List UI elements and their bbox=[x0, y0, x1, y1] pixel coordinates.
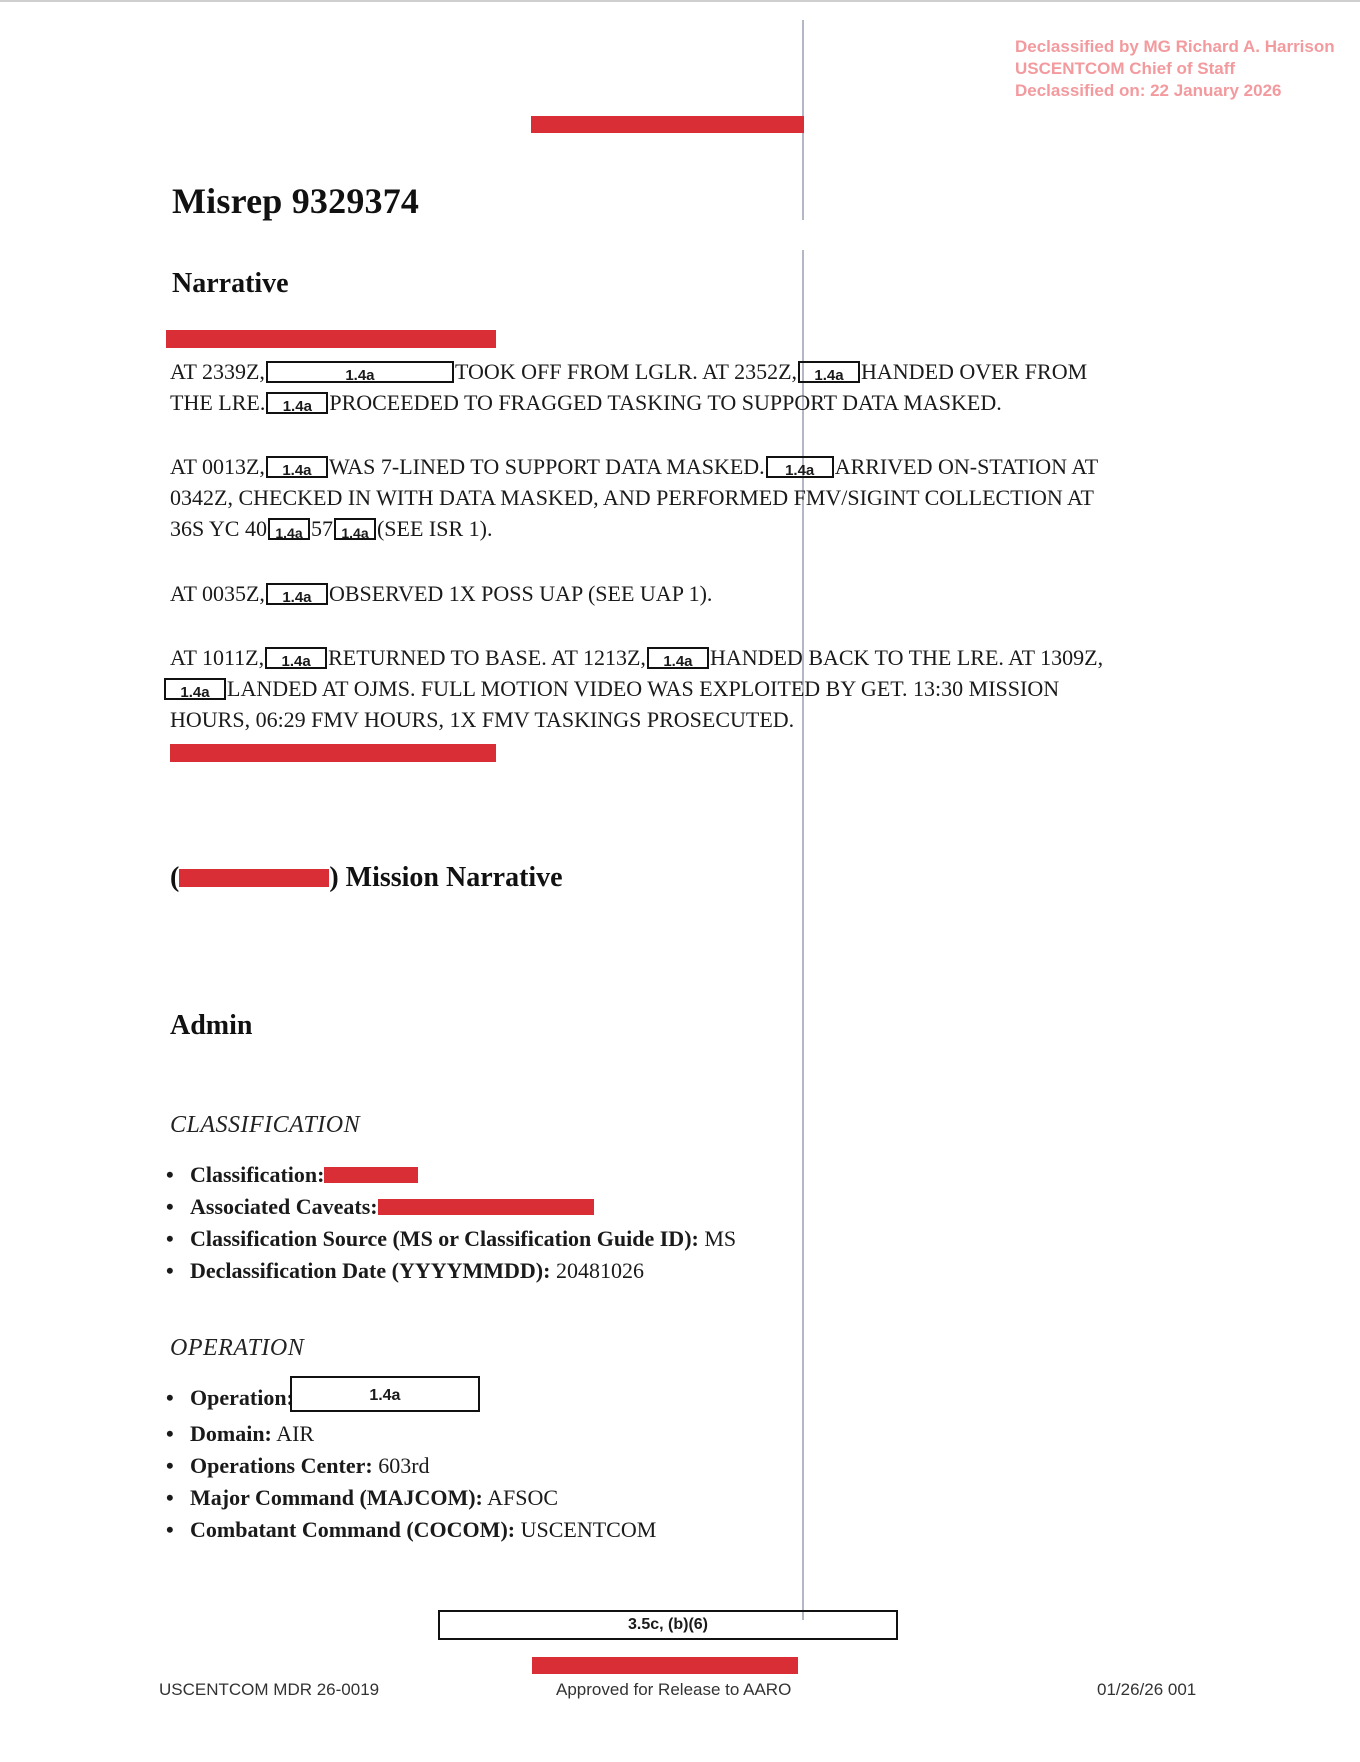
narrative-end-redaction bbox=[170, 744, 496, 762]
list-item: • Declassification Date (YYYYMMDD): 20481026 bbox=[166, 1258, 644, 1283]
header-redaction-bar bbox=[531, 116, 804, 133]
redaction-box: 1.4a bbox=[266, 583, 328, 605]
declass-line-3: Declassified on: 22 January 2026 bbox=[1015, 81, 1282, 100]
list-item: • Associated Caveats: bbox=[166, 1191, 736, 1223]
admin-heading: Admin bbox=[170, 1010, 253, 1041]
top-border bbox=[0, 0, 1360, 2]
classification-redaction bbox=[324, 1167, 418, 1183]
list-item: • Classification Source (MS or Classification Guide ID): MS bbox=[166, 1226, 737, 1251]
narrative-classification-redaction bbox=[166, 330, 496, 348]
footer-center: Approved for Release to AARO bbox=[556, 1680, 792, 1699]
list-item: • Operation: 1.4a bbox=[166, 1382, 656, 1418]
narrative-paragraph-4: AT 1011Z, 1.4a RETURNED TO BASE. AT 1213Z, 1.4a HANDED BACK TO THE LRE. AT 1309Z, 1.4a LANDED AT OJMS. FULL MOTION VIDEO WAS EXPLOITED BY GET. 13:30 MISSION HOURS, 06:29 FMV HOURS, 1X FMV TASKINGS PROSECUTED. bbox=[170, 642, 1200, 735]
redaction-box: 1.4a bbox=[334, 518, 376, 540]
redaction-box: 1.4a bbox=[265, 647, 327, 669]
operation-subheading: OPERATION bbox=[170, 1335, 305, 1361]
redaction-box: 1.4a bbox=[268, 518, 310, 540]
list-item: • Major Command (MAJCOM): AFSOC bbox=[166, 1485, 559, 1510]
footer-redaction-box: 3.5c, (b)(6) bbox=[438, 1610, 898, 1640]
page-title: Misrep 9329374 bbox=[172, 181, 420, 221]
mission-narrative-heading: ( ) Mission Narrative bbox=[170, 862, 563, 893]
list-item: • Domain: AIR bbox=[166, 1421, 315, 1446]
operation-list bbox=[166, 1382, 656, 1546]
list-item: • Classification: bbox=[166, 1159, 736, 1191]
list-item: • Operations Center: 603rd bbox=[166, 1453, 430, 1478]
caveats-redaction bbox=[378, 1199, 594, 1215]
narrative-heading: Narrative bbox=[172, 268, 289, 299]
classification-list bbox=[166, 1159, 736, 1287]
list-item: • Combatant Command (COCOM): USCENTCOM bbox=[166, 1517, 657, 1542]
redaction-box: 1.4a bbox=[647, 647, 709, 669]
narrative-paragraph-3: AT 0035Z, 1.4a OBSERVED 1X POSS UAP (SEE UAP 1). bbox=[170, 581, 713, 606]
redaction-box: 1.4a bbox=[266, 361, 454, 383]
narrative-paragraph-2: AT 0013Z, 1.4a WAS 7-LINED TO SUPPORT DATA MASKED. 1.4a ARRIVED ON-STATION AT 0342Z, CHECKED IN WITH DATA MASKED, AND PERFORMED FMV/SIGINT COLLECTION AT 36S YC 40 1.4a 57 1.4a (SEE ISR 1). bbox=[170, 454, 1099, 541]
footer-left: USCENTCOM MDR 26-0019 bbox=[159, 1680, 380, 1699]
footer-right: 01/26/26 001 bbox=[1097, 1680, 1197, 1699]
redaction-box: 1.4a bbox=[766, 456, 834, 478]
declass-line-1: Declassified by MG Richard A. Harrison bbox=[1015, 37, 1335, 56]
narrative-paragraph-1: AT 2339Z, 1.4a TOOK OFF FROM LGLR. AT 2352Z, 1.4a HANDED OVER FROM THE LRE. 1.4a PROCEEDED TO FRAGGED TASKING TO SUPPORT DATA MASKED. bbox=[170, 359, 1088, 415]
declassification-stamp bbox=[1015, 36, 1335, 102]
redaction-box: 1.4a bbox=[798, 361, 860, 383]
classification-subheading: CLASSIFICATION bbox=[170, 1112, 361, 1138]
footer-redaction-bar bbox=[532, 1657, 798, 1674]
operation-redaction-box: 1.4a bbox=[290, 1376, 480, 1412]
declass-line-2: USCENTCOM Chief of Staff bbox=[1015, 59, 1236, 78]
redaction-box: 1.4a bbox=[266, 456, 328, 478]
mission-narrative-redaction bbox=[179, 869, 329, 887]
redaction-box: 1.4a bbox=[266, 392, 328, 414]
redaction-box: 1.4a bbox=[164, 678, 226, 700]
